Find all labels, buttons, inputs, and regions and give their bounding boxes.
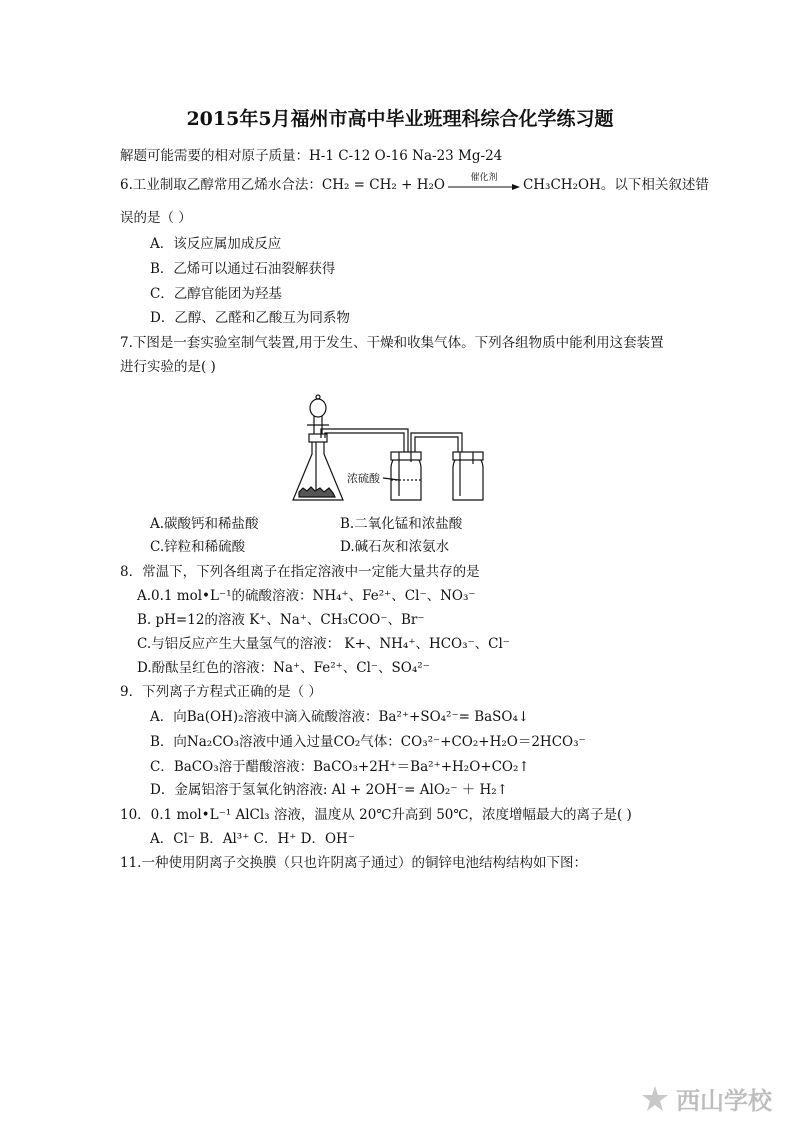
atomic-masses: 解题可能需要的相对原子质量：H-1 C-12 O-16 Na-23 Mg-24 [120,148,503,164]
page-title: 2015年5月福州市高中毕业班理科综合化学练习题 [186,108,614,130]
q7-stem-line1: 7.下图是一套实验室制气装置,用于发生、干燥和收集气体。下列各组物质中能利用这套装置 [120,335,664,351]
q6-stem-line2: 误的是（ ） [120,210,192,226]
q9-option-c: C．BaCO₃溶于醋酸溶液：BaCO₃+2H⁺＝Ba²⁺+H₂O+CO₂↑ [150,759,530,775]
q6-stem-post: CH₃CH₂OH。以下相关叙述错 [522,177,709,193]
q6-stem [120,173,709,193]
q6-option-d: D．乙醇、乙醛和乙酸互为同系物 [150,310,350,326]
q10-stem: 10．0.1 mol•L⁻¹ AlCl₃ 溶液，温度从 20℃升高到 50℃，浓度增幅最大的离子是( ) [120,807,632,823]
q9-option-b: B．向Na₂CO₃溶液中通入过量CO₂气体：CO₃²⁻+CO₂+H₂O＝2HCO₃⁻ [150,734,586,750]
q6-option-b: B．乙烯可以通过石油裂解获得 [150,261,336,277]
catalyst-label: 催化剂 [470,172,498,183]
q8-option-a: A.0.1 mol•L⁻¹的硫酸溶液：NH₄⁺、Fe²⁺、Cl⁻、NO₃⁻ [137,588,476,604]
q8-option-b: B. pH=12的溶液 K⁺、Na⁺、CH₃COO⁻、Br⁻ [137,612,425,628]
q9-option-a: A．向Ba(OH)₂溶液中滴入硫酸溶液：Ba²⁺+SO₄²⁻= BaSO₄↓ [150,709,530,725]
q9-option-d: D．金属铝溶于氢氧化钠溶液: Al + 2OH⁻= AlO₂⁻ ＋ H₂↑ [150,782,509,798]
q8-option-d: D.酚酞呈红色的溶液：Na⁺、Fe²⁺、Cl⁻、SO₄²⁻ [137,660,430,676]
reaction-arrow-icon [448,183,520,191]
catalyst-arrow [448,172,520,193]
q6-option-a: A．该反应属加成反应 [150,236,282,252]
star-logo-icon [640,1084,670,1114]
q7-option-d: D.碱石灰和浓氨水 [340,539,450,555]
q7-stem-line2: 进行实验的是( ) [120,359,216,375]
school-watermark [640,1081,772,1116]
funnel-bulb [310,399,326,417]
q11-stem: 11.一种使用阴离子交换膜（只也许阴离子通过）的铜锌电池结构结构如下图： [120,855,587,871]
q7-option-c: C.锌粒和稀硫酸 [150,539,246,555]
q7-option-b: B.二氧化锰和浓盐酸 [340,516,463,532]
q7-option-a: A.碳酸钙和稀盐酸 [150,516,259,532]
q9-stem: 9．下列离子方程式正确的是（ ） [120,684,322,700]
q8-option-c: C.与铝反应产生大量氢气的溶液： K+、NH₄⁺、HCO₃⁻、Cl⁻ [137,636,510,652]
q10-options: A．Cl⁻ B．Al³⁺ C．H⁺ D．OH⁻ [150,831,355,847]
conc-sulfuric-acid-label: 浓硫酸 [347,472,380,485]
gas-apparatus-diagram [285,392,495,510]
q6-option-c: C．乙醇官能团为羟基 [150,286,282,302]
watermark-text: 西山学校 [676,1087,772,1115]
q6-stem-pre: 6.工业制取乙醇常用乙烯水合法：CH₂ = CH₂ + H₂O [120,177,445,193]
q8-stem: 8．常温下，下列各组离子在指定溶液中一定能大量共存的是 [120,564,480,580]
